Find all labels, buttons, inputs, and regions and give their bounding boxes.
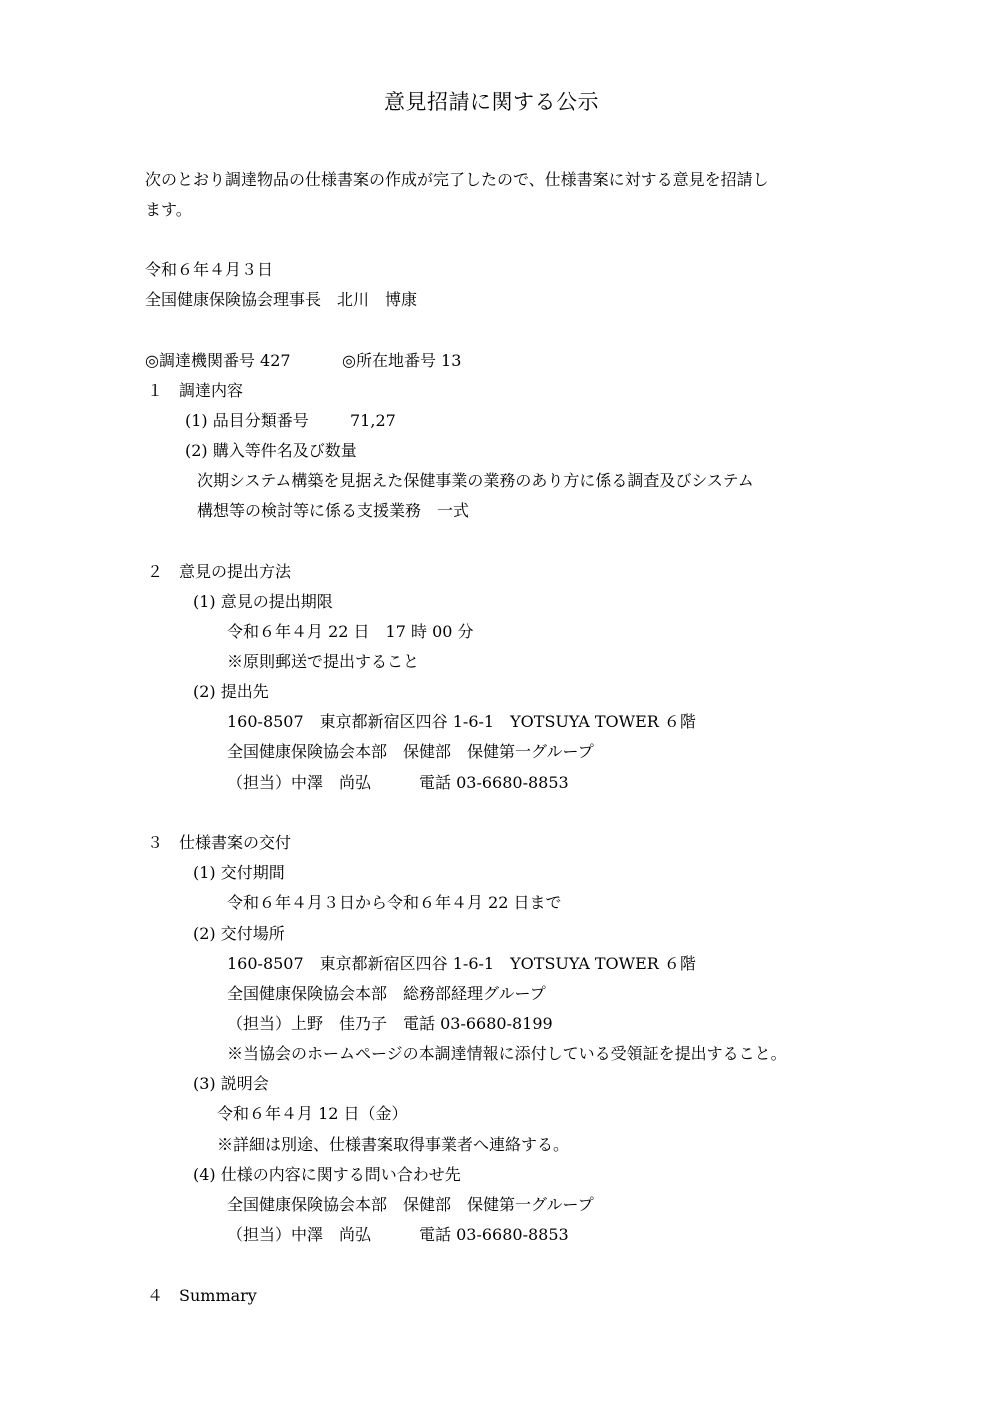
section-3-dept: 全国健康保険協会本部 総務部経理グループ <box>227 984 546 1003</box>
intro-line-2: ます。 <box>145 200 192 219</box>
section-3-contact: （担当）上野 佳乃子 電話 03-6680-8199 <box>227 1014 553 1033</box>
issue-date: 令和６年４月３日 <box>145 260 274 279</box>
section-2-item-2-label: (2) 提出先 <box>193 682 269 701</box>
section-3-item-3-label: (3) 説明会 <box>193 1074 269 1093</box>
section-1-item-2-line-1: 次期システム構築を見据えた保健事業の業務のあり方に係る調査及びシステム <box>197 471 754 490</box>
section-1-item-1-value: 71,27 <box>350 411 396 430</box>
intro-line-1: 次のとおり調達物品の仕様書案の作成が完了したので、仕様書案に対する意見を招請し <box>145 170 769 189</box>
section-2-contact: （担当）中澤 尚弘 電話 03-6680-8853 <box>227 773 569 792</box>
section-2-address: 160-8507 東京都新宿区四谷 1-6-1 YOTSUYA TOWER ６階 <box>227 712 696 731</box>
location-code: ◎所在地番号 13 <box>342 351 462 370</box>
section-1-item-2-label: (2) 購入等件名及び数量 <box>185 441 357 460</box>
section-3-briefing-note: ※詳細は別途、仕様書案取得事業者へ連絡する。 <box>217 1135 570 1154</box>
section-2-item-1-label: (1) 意見の提出期限 <box>193 592 333 611</box>
section-4-heading: ４ Summary <box>147 1286 257 1305</box>
procurement-code: ◎調達機関番号 427 <box>145 351 291 370</box>
section-3-address: 160-8507 東京都新宿区四谷 1-6-1 YOTSUYA TOWER ６階 <box>227 954 696 973</box>
section-2-deadline: 令和６年４月 22 日 17 時 00 分 <box>227 622 474 641</box>
issuer: 全国健康保険協会理事長 北川 博康 <box>145 290 418 309</box>
section-3-briefing-date: 令和６年４月 12 日（金） <box>217 1104 408 1123</box>
section-3-inquiry-dept: 全国健康保険協会本部 保健部 保健第一グループ <box>227 1195 594 1214</box>
section-3-item-2-label: (2) 交付場所 <box>193 924 285 943</box>
section-2-heading: ２ 意見の提出方法 <box>147 562 292 581</box>
section-3-note: ※当協会のホームページの本調達情報に添付している受領証を提出すること。 <box>227 1044 787 1063</box>
section-2-note: ※原則郵送で提出すること <box>227 652 420 671</box>
section-3-item-1-label: (1) 交付期間 <box>193 863 285 882</box>
page-title: 意見招請に関する公示 <box>384 90 599 114</box>
section-3-period: 令和６年４月３日から令和６年４月 22 日まで <box>227 893 562 912</box>
section-3-item-4-label: (4) 仕様の内容に関する問い合わせ先 <box>193 1165 461 1184</box>
section-2-dept: 全国健康保険協会本部 保健部 保健第一グループ <box>227 742 594 761</box>
section-3-inquiry-contact: （担当）中澤 尚弘 電話 03-6680-8853 <box>227 1225 569 1244</box>
section-3-heading: ３ 仕様書案の交付 <box>147 833 292 852</box>
section-1-item-2-line-2: 構想等の検討等に係る支援業務 一式 <box>197 501 470 520</box>
section-1-heading: １ 調達内容 <box>147 381 244 400</box>
section-1-item-1-label: (1) 品目分類番号 <box>185 411 309 430</box>
